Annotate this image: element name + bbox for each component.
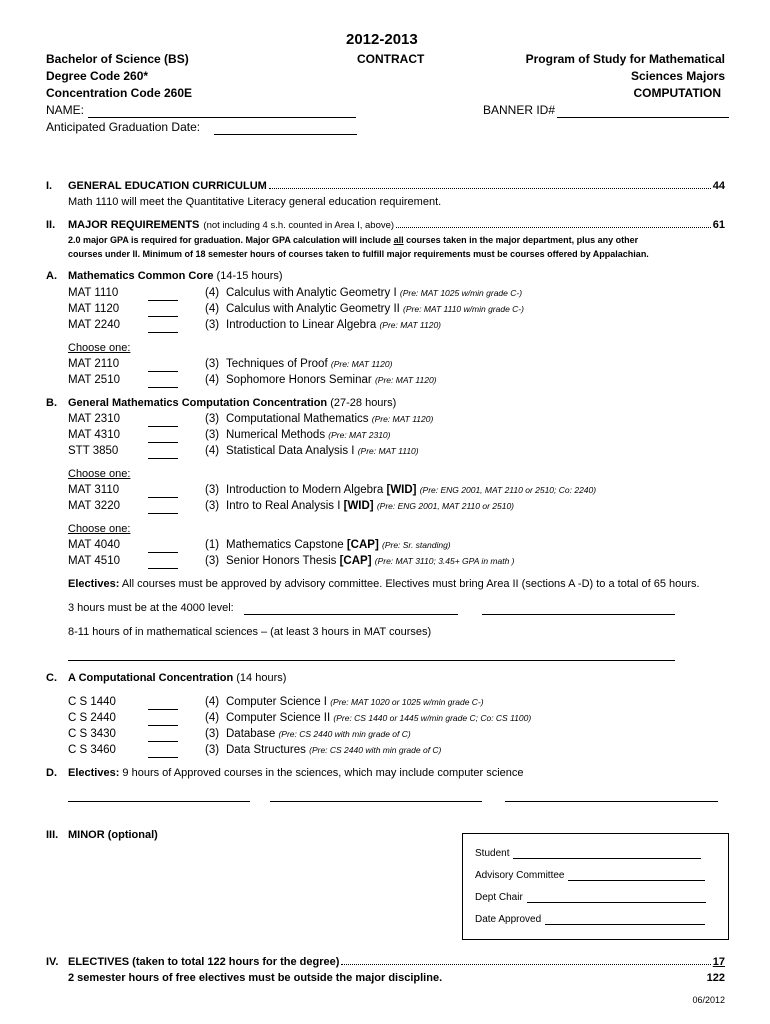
section-a-letter: A. [46, 270, 57, 282]
grade-blank[interactable] [148, 497, 178, 498]
advisory-committee-signature[interactable]: Advisory Committee [475, 870, 705, 881]
approval-box [462, 833, 729, 940]
section-b-letter: B. [46, 397, 57, 409]
science-elective-field[interactable] [270, 801, 482, 802]
name-label: NAME: [46, 103, 85, 117]
4000-level-field[interactable] [482, 614, 675, 615]
section-4-hours: 17 [712, 956, 725, 968]
section-4-note: 2 semester hours of free electives must be outside the major discipline. [68, 972, 443, 984]
section-3-number: III. [46, 829, 59, 841]
grade-blank[interactable] [148, 757, 178, 758]
revision-date: 06/2012 [692, 995, 725, 1005]
4000-level-field[interactable] [244, 614, 458, 615]
section-2-hours: 61 [712, 219, 725, 231]
graduation-date-label: Anticipated Graduation Date: [46, 120, 201, 134]
section-3-title: MINOR (optional) [68, 829, 158, 841]
grade-blank[interactable] [148, 725, 178, 726]
section-c-letter: C. [46, 672, 57, 684]
dot-leader [341, 964, 710, 965]
section-1-heading [68, 180, 725, 192]
gpa-note-line-2: courses under II. Minimum of 18 semester hours of courses taken to fulfill major requirements must be courses offered by Appalachian. [68, 249, 649, 259]
section-4-heading [68, 956, 725, 968]
science-elective-field[interactable] [68, 801, 250, 802]
grade-blank[interactable] [148, 426, 178, 427]
grade-blank[interactable] [148, 458, 178, 459]
grade-blank[interactable] [148, 316, 178, 317]
section-2-heading [68, 219, 725, 231]
dot-leader [396, 227, 711, 228]
level-note: 3 hours must be at the 4000 level: [68, 602, 234, 614]
grade-blank[interactable] [148, 300, 178, 301]
section-d-letter: D. [46, 767, 57, 779]
grade-blank[interactable] [148, 568, 178, 569]
section-4-number: IV. [46, 956, 59, 968]
program-line-2: Sciences Majors [630, 69, 725, 83]
section-2-title-note: (not including 4 s.h. counted in Area I, above) [203, 220, 395, 231]
grade-blank[interactable] [148, 371, 178, 372]
concentration-code: Concentration Code 260E [46, 86, 193, 100]
graduation-date-field[interactable] [214, 134, 357, 135]
choose-one-label: Choose one: [68, 523, 131, 535]
degree-name: Bachelor of Science (BS) [46, 52, 189, 66]
date-approved-field[interactable]: Date Approved [475, 914, 705, 925]
math-electives-field[interactable] [68, 660, 675, 661]
name-field[interactable] [88, 117, 356, 118]
section-2-number: II. [46, 219, 56, 231]
grade-blank[interactable] [148, 387, 178, 388]
grade-blank[interactable] [148, 332, 178, 333]
degree-code: Degree Code 260* [46, 69, 149, 83]
choose-one-label: Choose one: [68, 342, 131, 354]
section-c-heading: A Computational Concentration (14 hours) [68, 672, 287, 684]
grade-blank[interactable] [148, 709, 178, 710]
dot-leader [269, 188, 711, 189]
electives-note: Electives: All courses must be approved by advisory committee. Electives must bring Area II (sections A -D) to a total of 65 hours. [68, 578, 700, 590]
section-2-title: MAJOR REQUIREMENTS [68, 219, 200, 231]
year-title: 2012-2013 [346, 31, 418, 48]
section-d-text: Electives: 9 hours of Approved courses in the sciences, which may include computer science [68, 767, 524, 779]
section-a-heading: Mathematics Common Core (14-15 hours) [68, 270, 283, 282]
banner-id-field[interactable] [557, 117, 729, 118]
grade-blank[interactable] [148, 552, 178, 553]
section-b-heading: General Mathematics Computation Concentration (27-28 hours) [68, 397, 397, 409]
section-1-note: Math 1110 will meet the Quantitative Literacy general education requirement. [68, 196, 442, 208]
grade-blank[interactable] [148, 513, 178, 514]
grade-blank[interactable] [148, 741, 178, 742]
section-1-title: GENERAL EDUCATION CURRICULUM [68, 180, 267, 192]
section-1-number: I. [46, 180, 53, 192]
dept-chair-signature[interactable]: Dept Chair [475, 892, 706, 903]
section-4-title: ELECTIVES (taken to total 122 hours for the degree) [68, 956, 340, 968]
science-elective-field[interactable] [505, 801, 718, 802]
choose-one-label: Choose one: [68, 468, 131, 480]
banner-id-label: BANNER ID# [483, 103, 556, 117]
program-line-3: COMPUTATION [633, 86, 721, 100]
contract-label: CONTRACT [357, 52, 425, 66]
program-line-1: Program of Study for Mathematical [525, 52, 725, 66]
math-hours-note: 8-11 hours of in mathematical sciences – (at least 3 hours in MAT courses) [68, 626, 432, 638]
gpa-note-line-1: 2.0 major GPA is required for graduation. Major GPA calculation will include all courses taken in the major department, plus any other [68, 235, 639, 245]
total-hours: 122 [706, 972, 725, 984]
grade-blank[interactable] [148, 442, 178, 443]
student-signature[interactable]: Student [475, 848, 701, 859]
section-1-hours: 44 [712, 180, 725, 192]
